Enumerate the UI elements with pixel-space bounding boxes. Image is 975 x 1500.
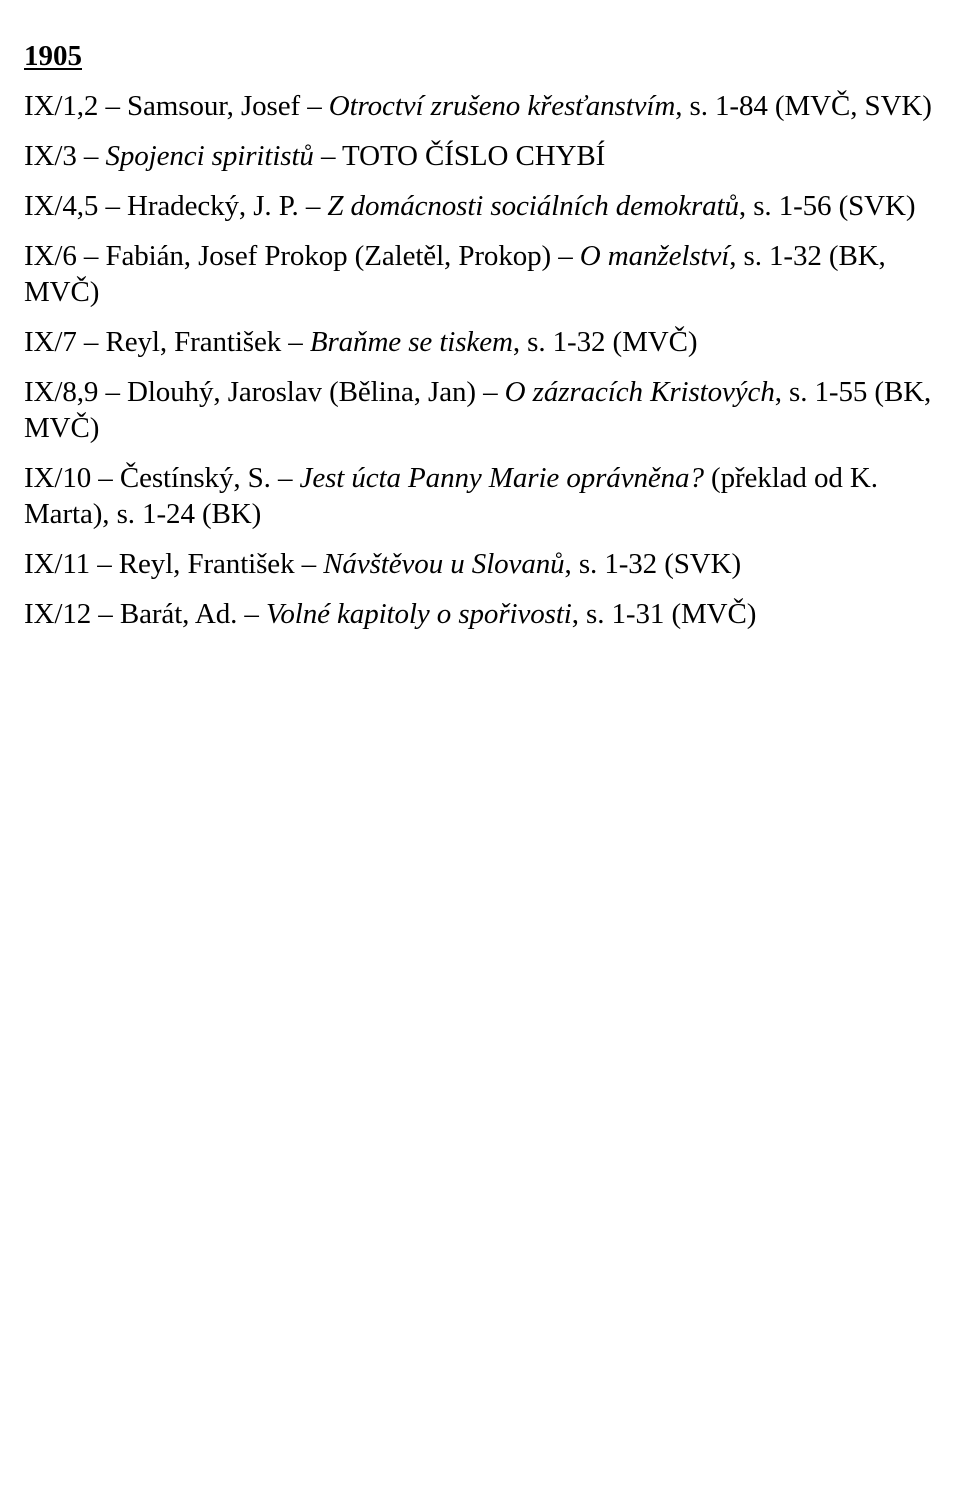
entry-prefix: IX/10 – Čestínský, S. –: [24, 462, 300, 494]
entry-prefix: IX/12 – Barát, Ad. –: [24, 598, 266, 630]
entry-title: Jest úcta Panny Marie oprávněna?: [299, 462, 704, 494]
entry-title: Volné kapitoly o spořivosti: [265, 598, 572, 630]
bibliography-entry: [24, 324, 953, 360]
bibliography-list: [24, 88, 953, 632]
entry-suffix: , s. 1-84 (MVČ, SVK): [675, 90, 932, 122]
entry-title: O manželství: [579, 240, 730, 272]
entry-prefix: IX/6 – Fabián, Josef Prokop (Zaletěl, Prokop) –: [24, 240, 580, 272]
bibliography-entry: [24, 546, 953, 582]
entry-title: Z domácnosti sociálních demokratů: [327, 190, 739, 222]
entry-suffix: , s. 1-32 (BK, MVČ): [24, 240, 886, 308]
bibliography-entry: [24, 238, 953, 310]
entry-suffix: , s. 1-32 (MVČ): [512, 326, 698, 358]
entry-suffix: (překlad od K. Marta), s. 1-24 (BK): [24, 462, 878, 530]
entry-title: Braňme se tiskem: [309, 326, 513, 358]
bibliography-entry: [24, 188, 953, 224]
year-heading: 1905: [24, 40, 82, 72]
bibliography-entry: [24, 460, 953, 532]
entry-prefix: IX/7 – Reyl, František –: [24, 326, 310, 358]
entry-title: O zázracích Kristových: [504, 376, 775, 408]
entry-prefix: IX/1,2 – Samsour, Josef –: [24, 90, 329, 122]
bibliography-entry: [24, 88, 953, 124]
bibliography-entry: [24, 374, 953, 446]
entry-suffix: , s. 1-32 (SVK): [564, 548, 742, 580]
entry-prefix: IX/11 – Reyl, František –: [24, 548, 324, 580]
entry-prefix: IX/4,5 – Hradecký, J. P. –: [24, 190, 328, 222]
entry-prefix: IX/3 –: [24, 140, 106, 172]
entry-suffix: , s. 1-55 (BK, MVČ): [24, 376, 932, 444]
entry-title: Otroctví zrušeno křesťanstvím: [328, 90, 676, 122]
bibliography-entry: [24, 138, 953, 174]
entry-suffix: – TOTO ČÍSLO CHYBÍ: [313, 140, 606, 172]
bibliography-entry: [24, 596, 953, 632]
entry-title: Spojenci spiritistů: [105, 140, 314, 172]
entry-prefix: IX/8,9 – Dlouhý, Jaroslav (Bělina, Jan) –: [24, 376, 505, 408]
entry-suffix: , s. 1-56 (SVK): [738, 190, 916, 222]
entry-suffix: , s. 1-31 (MVČ): [571, 598, 757, 630]
entry-title: Návštěvou u Slovanů: [323, 548, 565, 580]
